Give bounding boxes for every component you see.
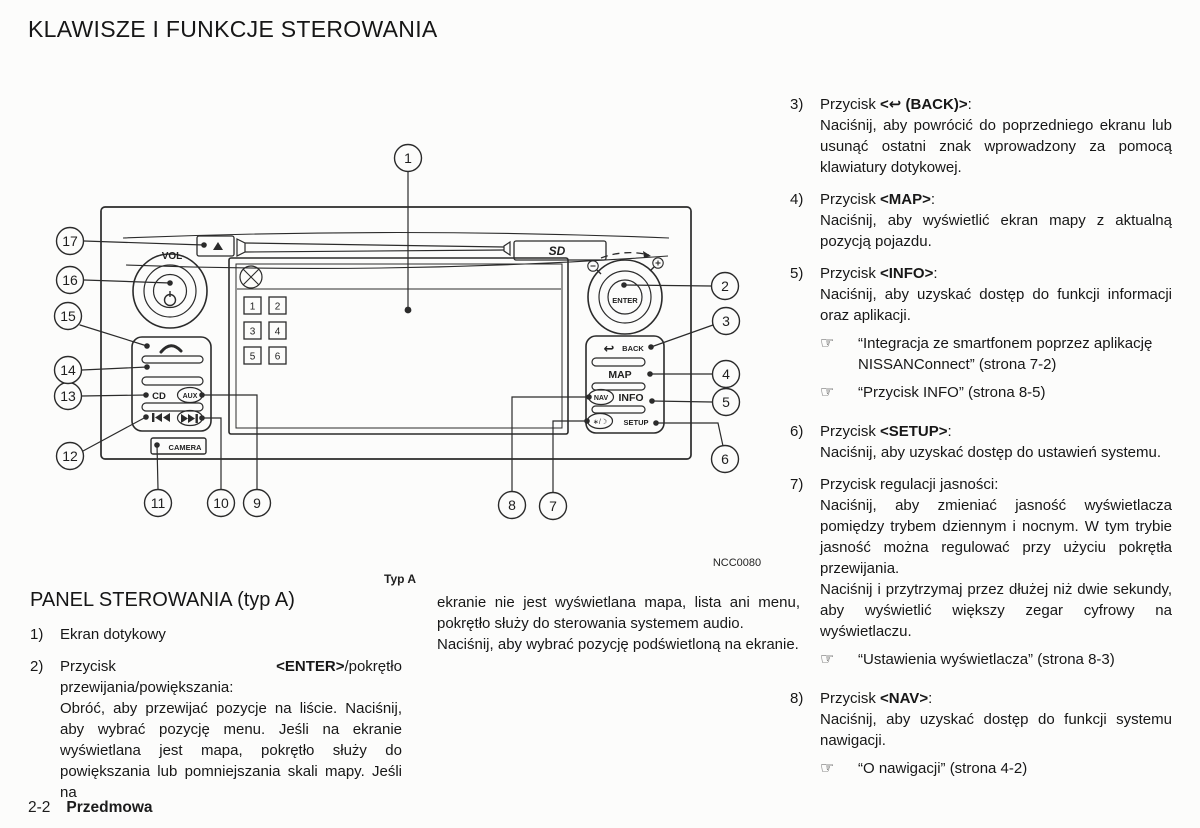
callout-4: 4 bbox=[722, 366, 730, 382]
preset-5: 5 bbox=[249, 351, 256, 363]
phone-icon bbox=[161, 346, 181, 352]
item-key: <↩ (BACK)> bbox=[880, 96, 968, 113]
list-item-4 bbox=[790, 189, 1172, 252]
eject-icon bbox=[213, 242, 223, 250]
item-title: Przycisk bbox=[60, 658, 277, 675]
sd-card-slot bbox=[514, 241, 606, 260]
map-label: MAP bbox=[608, 369, 632, 381]
chapter-name: Przedmowa bbox=[66, 799, 153, 816]
callout-1: 1 bbox=[404, 150, 412, 166]
callout-16: 16 bbox=[62, 272, 78, 288]
preset-3: 3 bbox=[249, 326, 256, 338]
page-footer bbox=[28, 799, 153, 817]
item-title-tail: : bbox=[933, 265, 938, 282]
page-title: KLAWISZE I FUNKCJE STEROWANIA bbox=[28, 16, 438, 42]
seek-forward-icon bbox=[181, 414, 198, 423]
panel-top-trim-line bbox=[123, 233, 669, 239]
item-key: <INFO> bbox=[880, 265, 934, 282]
right-column bbox=[790, 94, 1172, 797]
cross-reference bbox=[820, 382, 1172, 403]
right-button-cluster bbox=[586, 336, 664, 433]
nav-label: NAV bbox=[593, 395, 609, 402]
item-number: 2) bbox=[30, 658, 44, 675]
preset-buttons bbox=[244, 297, 286, 364]
preset-4: 4 bbox=[274, 326, 281, 338]
callout-2: 2 bbox=[721, 278, 729, 294]
back-arrow-icon: ↩ bbox=[603, 341, 615, 356]
item-body: Naciśnij, aby uzyskać dostęp do ustawień systemu. bbox=[820, 444, 1161, 461]
item-body: Naciśnij, aby powrócić do poprzedniego ekranu lub usunąć ostatni znak wprowadzony za pomocą klawiatury dotykowej. bbox=[820, 117, 1172, 176]
item-title: Przycisk bbox=[820, 191, 880, 208]
callout-15: 15 bbox=[60, 308, 76, 324]
preset-6: 6 bbox=[274, 351, 281, 363]
callout-12: 12 bbox=[62, 448, 78, 464]
reference-text: “O nawigacji” (strona 4-2) bbox=[858, 760, 1028, 777]
item-number: 1) bbox=[30, 626, 44, 643]
item-key: <NAV> bbox=[880, 690, 929, 707]
reference-text: “Przycisk INFO” (strona 8-5) bbox=[858, 384, 1046, 401]
aux-label: AUX bbox=[182, 393, 198, 400]
pointing-hand-icon: ☞ bbox=[820, 384, 835, 401]
list-item-1 bbox=[30, 624, 402, 645]
item-title: Przycisk bbox=[820, 265, 880, 282]
left-column bbox=[30, 624, 402, 814]
figure-code: NCC0080 bbox=[712, 557, 762, 569]
item-title-tail: : bbox=[947, 423, 952, 440]
preset-1: 1 bbox=[249, 301, 256, 313]
callout-9: 9 bbox=[253, 495, 261, 511]
pointing-hand-icon: ☞ bbox=[820, 651, 835, 668]
callout-14: 14 bbox=[60, 362, 76, 378]
info-label: INFO bbox=[618, 392, 644, 404]
cross-reference bbox=[820, 649, 1172, 670]
callout-5: 5 bbox=[722, 394, 730, 410]
item-title-tail: : bbox=[967, 96, 972, 113]
page-number: 2-2 bbox=[28, 799, 51, 816]
list-item-2 bbox=[30, 656, 402, 803]
item-body: Naciśnij i przytrzymaj przez dłużej niż dwie sekundy, aby wyświetlić większy zegar cyfrowy na wyświetlaczu. bbox=[820, 581, 1172, 640]
enter-label: ENTER bbox=[612, 296, 638, 305]
item-title: Przycisk regulacji jasności: bbox=[820, 476, 999, 493]
continuation-paragraph: ekranie nie jest wyświetlana mapa, lista ani menu, pokrętło służy do sterowania systemem audio. bbox=[437, 594, 800, 632]
list-item-8 bbox=[790, 688, 1172, 786]
cd-slot bbox=[237, 239, 510, 256]
item-title: Przycisk bbox=[820, 96, 880, 113]
pointing-hand-icon: ☞ bbox=[820, 760, 835, 777]
rotate-arrow bbox=[601, 253, 649, 258]
sd-logo: SD bbox=[548, 244, 566, 258]
callout-7: 7 bbox=[549, 498, 557, 514]
pointing-hand-icon: ☞ bbox=[820, 335, 835, 352]
reference-text: “Integracja ze smartfonem poprzez aplikację NISSANConnect” (strona 7-2) bbox=[858, 335, 1153, 373]
item-number: 6) bbox=[790, 423, 804, 440]
enter-knob bbox=[588, 251, 663, 334]
item-title: Ekran dotykowy bbox=[60, 626, 166, 643]
day-night-icon: ∗/☽ bbox=[592, 419, 608, 426]
screen-clock-icon bbox=[240, 266, 262, 288]
callout-8: 8 bbox=[508, 497, 516, 513]
item-body: Naciśnij, aby wyświetlić ekran mapy z aktualną pozycją pojazdu. bbox=[820, 212, 1172, 250]
power-icon bbox=[165, 291, 176, 306]
zoom-out-icon bbox=[588, 261, 601, 274]
zoom-in-icon bbox=[650, 258, 663, 271]
item-body: Obróć, aby przewijać pozycje na liście. Naciśnij, aby wybrać pozycję menu. Jeśli na ekranie wyświetlana jest mapa, pokrętło służy do powiększania lub pomniejszania skali mapy. Jeśli na bbox=[60, 700, 402, 801]
item-key: <ENTER> bbox=[276, 658, 345, 675]
callout-3: 3 bbox=[722, 313, 730, 329]
callout-11: 11 bbox=[150, 495, 166, 511]
item-body: Naciśnij, aby uzyskać dostęp do funkcji systemu nawigacji. bbox=[820, 711, 1172, 749]
item-body: Naciśnij, aby zmieniać jasność wyświetlacza pomiędzy trybem dziennym i nocnym. W tym trybie jasność można regulować przy użyciu pokrętła przewijania. bbox=[820, 497, 1172, 577]
setup-label: SETUP bbox=[623, 418, 649, 427]
item-title: Przycisk bbox=[820, 423, 880, 440]
item-body: Naciśnij, aby uzyskać dostęp do funkcji informacji oraz aplikacji. bbox=[820, 286, 1172, 324]
item-title-tail: : bbox=[928, 690, 933, 707]
item-number: 3) bbox=[790, 96, 804, 113]
volume-knob bbox=[133, 251, 207, 328]
cross-reference bbox=[820, 333, 1172, 375]
section-heading: PANEL STEROWANIA (typ A) bbox=[30, 589, 295, 611]
item-title: Przycisk bbox=[820, 690, 880, 707]
back-label: BACK bbox=[622, 344, 644, 353]
seek-back-icon bbox=[152, 413, 170, 422]
item-number: 7) bbox=[790, 476, 804, 493]
item-title-tail: : bbox=[930, 191, 936, 208]
item-key: <MAP> bbox=[880, 191, 931, 208]
list-item-7 bbox=[790, 474, 1172, 677]
middle-column bbox=[437, 592, 800, 655]
item-number: 4) bbox=[790, 191, 804, 208]
cd-label: CD bbox=[152, 391, 166, 402]
list-item-5 bbox=[790, 263, 1172, 410]
callout-6: 6 bbox=[721, 451, 729, 467]
callout-10: 10 bbox=[213, 495, 229, 511]
touchscreen bbox=[229, 258, 568, 434]
item-title-tail: /pokrętło przewijania/powiększania: bbox=[60, 658, 402, 696]
camera-label: CAMERA bbox=[168, 443, 202, 452]
vol-label: VOL bbox=[161, 251, 183, 262]
cross-reference bbox=[820, 758, 1172, 779]
callout-13: 13 bbox=[60, 388, 76, 404]
item-key: <SETUP> bbox=[880, 423, 948, 440]
item-number: 5) bbox=[790, 265, 804, 282]
control-panel-diagram bbox=[40, 130, 800, 590]
list-item-6 bbox=[790, 421, 1172, 463]
preset-2: 2 bbox=[274, 301, 281, 313]
figure-caption: Typ A bbox=[384, 572, 416, 586]
item-number: 8) bbox=[790, 690, 804, 707]
reference-text: “Ustawienia wyświetlacza” (strona 8-3) bbox=[858, 651, 1115, 668]
callout-17: 17 bbox=[62, 233, 78, 249]
continuation-paragraph: Naciśnij, aby wybrać pozycję podświetloną na ekranie. bbox=[437, 636, 799, 653]
list-item-3 bbox=[790, 94, 1172, 178]
